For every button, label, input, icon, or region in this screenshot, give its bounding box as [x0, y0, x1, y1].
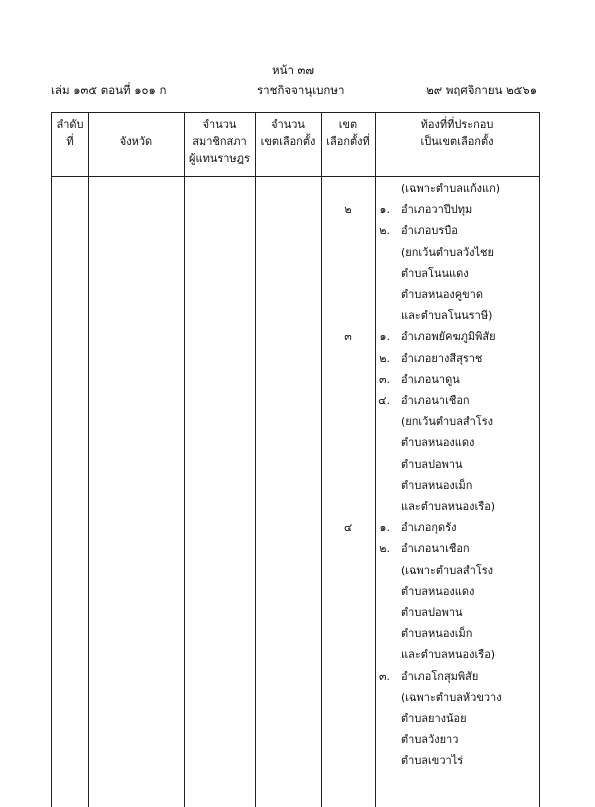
table-row: [52, 708, 539, 729]
area-text: อำเภอบรบือ: [401, 224, 458, 238]
area-text: ตำบลหนองเม็ก: [401, 478, 473, 492]
table-row: [52, 454, 539, 475]
item-number: ๑.: [379, 203, 390, 217]
table-row: [52, 411, 539, 432]
table-row: [52, 538, 539, 559]
area-text: ตำบลวังยาว: [401, 733, 459, 747]
area-text: อำเภอนาดูน: [401, 372, 460, 386]
area-text: อำเภอนาเชือก: [401, 542, 470, 556]
area-text: ตำบลหนองเม็ก: [401, 627, 473, 641]
header-areas: ท้องที่ที่ประกอบ เป็นเขตเลือกตั้ง: [420, 118, 494, 148]
area-text: ตำบลหนองคูขาด: [401, 288, 483, 301]
item-number: ๓.: [378, 669, 390, 683]
item-number: ๓.: [378, 372, 390, 386]
table-row: [52, 517, 539, 538]
area-text: ตำบลโนนแดง: [401, 266, 469, 280]
area-text: อำเภอกุดรัง: [401, 521, 457, 535]
table-row: [52, 284, 539, 305]
area-text: ตำบลหนองแดง: [401, 436, 475, 450]
area-text: ตำบลยางน้อย: [401, 712, 467, 725]
area-text: อำเภอโกสุมพิสัย: [401, 669, 479, 683]
item-number: ๑.: [379, 521, 390, 535]
table-row: [52, 560, 539, 581]
table-row: [52, 242, 539, 263]
header-district-no: เขต เลือกตั้งที่: [326, 118, 370, 148]
table-row: [52, 263, 539, 284]
gazette-name: ราชกิจจานุเบกษา: [257, 83, 345, 97]
table-row: [52, 602, 539, 623]
item-number: ๒.: [379, 351, 390, 365]
area-text: ตำบลเขวาไร่: [401, 754, 464, 768]
area-text: ตำบลปอพาน: [401, 606, 463, 619]
table-row: [52, 750, 539, 771]
table-row: [52, 326, 539, 347]
table-row: [52, 348, 539, 369]
table-row: [52, 220, 539, 241]
table-row: [52, 432, 539, 453]
area-text: ตำบลหนองแดง: [401, 584, 475, 598]
header-province: จังหวัด: [119, 135, 153, 148]
area-text: อำเภอวาปีปทุม: [401, 203, 473, 217]
electoral-district-table: [51, 112, 540, 807]
area-text: และตำบลโนนราษี): [401, 309, 493, 323]
table-row: [52, 666, 539, 687]
table-row: [52, 581, 539, 602]
header-members: จำนวน สมาชิกสภา ผู้แทนราษฎร: [189, 118, 250, 165]
table-row: [52, 475, 539, 496]
header-district-count: จำนวน เขตเลือกตั้ง: [260, 118, 316, 148]
header-divider: [52, 176, 539, 177]
area-text: (เฉพาะตำบลหัวขวาง: [401, 690, 502, 704]
table-row: [52, 496, 539, 517]
area-text: (ยกเว้นตำบลสำโรง: [401, 415, 493, 429]
table-row: [52, 644, 539, 665]
item-number: ๒.: [379, 542, 390, 556]
area-text: อำเภอยางสีสุราช: [401, 351, 483, 365]
table-row: [52, 623, 539, 644]
table-row: [52, 390, 539, 411]
district-number: ๒: [344, 203, 352, 217]
district-number: ๓: [344, 330, 352, 344]
table-row: [52, 369, 539, 390]
publication-date: ๒๙ พฤศจิกายน ๒๕๖๑: [426, 83, 537, 97]
area-text: อำเภอพยัคฆภูมิพิสัย: [401, 330, 496, 344]
area-text: (เฉพาะตำบลแก้งแก): [401, 182, 501, 195]
table-row: [52, 687, 539, 708]
page-number: หน้า ๓๗: [272, 63, 315, 77]
item-number: ๑.: [379, 330, 390, 344]
area-text: ตำบลปอพาน: [401, 457, 463, 471]
header-no: ลำดับ ที่: [56, 118, 84, 148]
area-text: อำเภอนาเชือก: [401, 394, 470, 407]
item-number: ๒.: [379, 224, 390, 238]
district-number: ๔: [343, 521, 353, 535]
table-row: [52, 305, 539, 326]
area-text: (ยกเว้นตำบลวังไชย: [401, 245, 494, 259]
table-row: [52, 729, 539, 750]
area-text: และตำบลหนองเรือ): [401, 500, 496, 513]
table-row: [52, 199, 539, 220]
item-number: ๔.: [378, 394, 390, 407]
area-text: และตำบลหนองเรือ): [401, 648, 496, 662]
table-row: [52, 178, 539, 199]
volume-info: เล่ม ๑๓๕ ตอนที่ ๑๐๑ ก: [51, 83, 167, 97]
area-text: (เฉพาะตำบลสำโรง: [401, 563, 494, 577]
